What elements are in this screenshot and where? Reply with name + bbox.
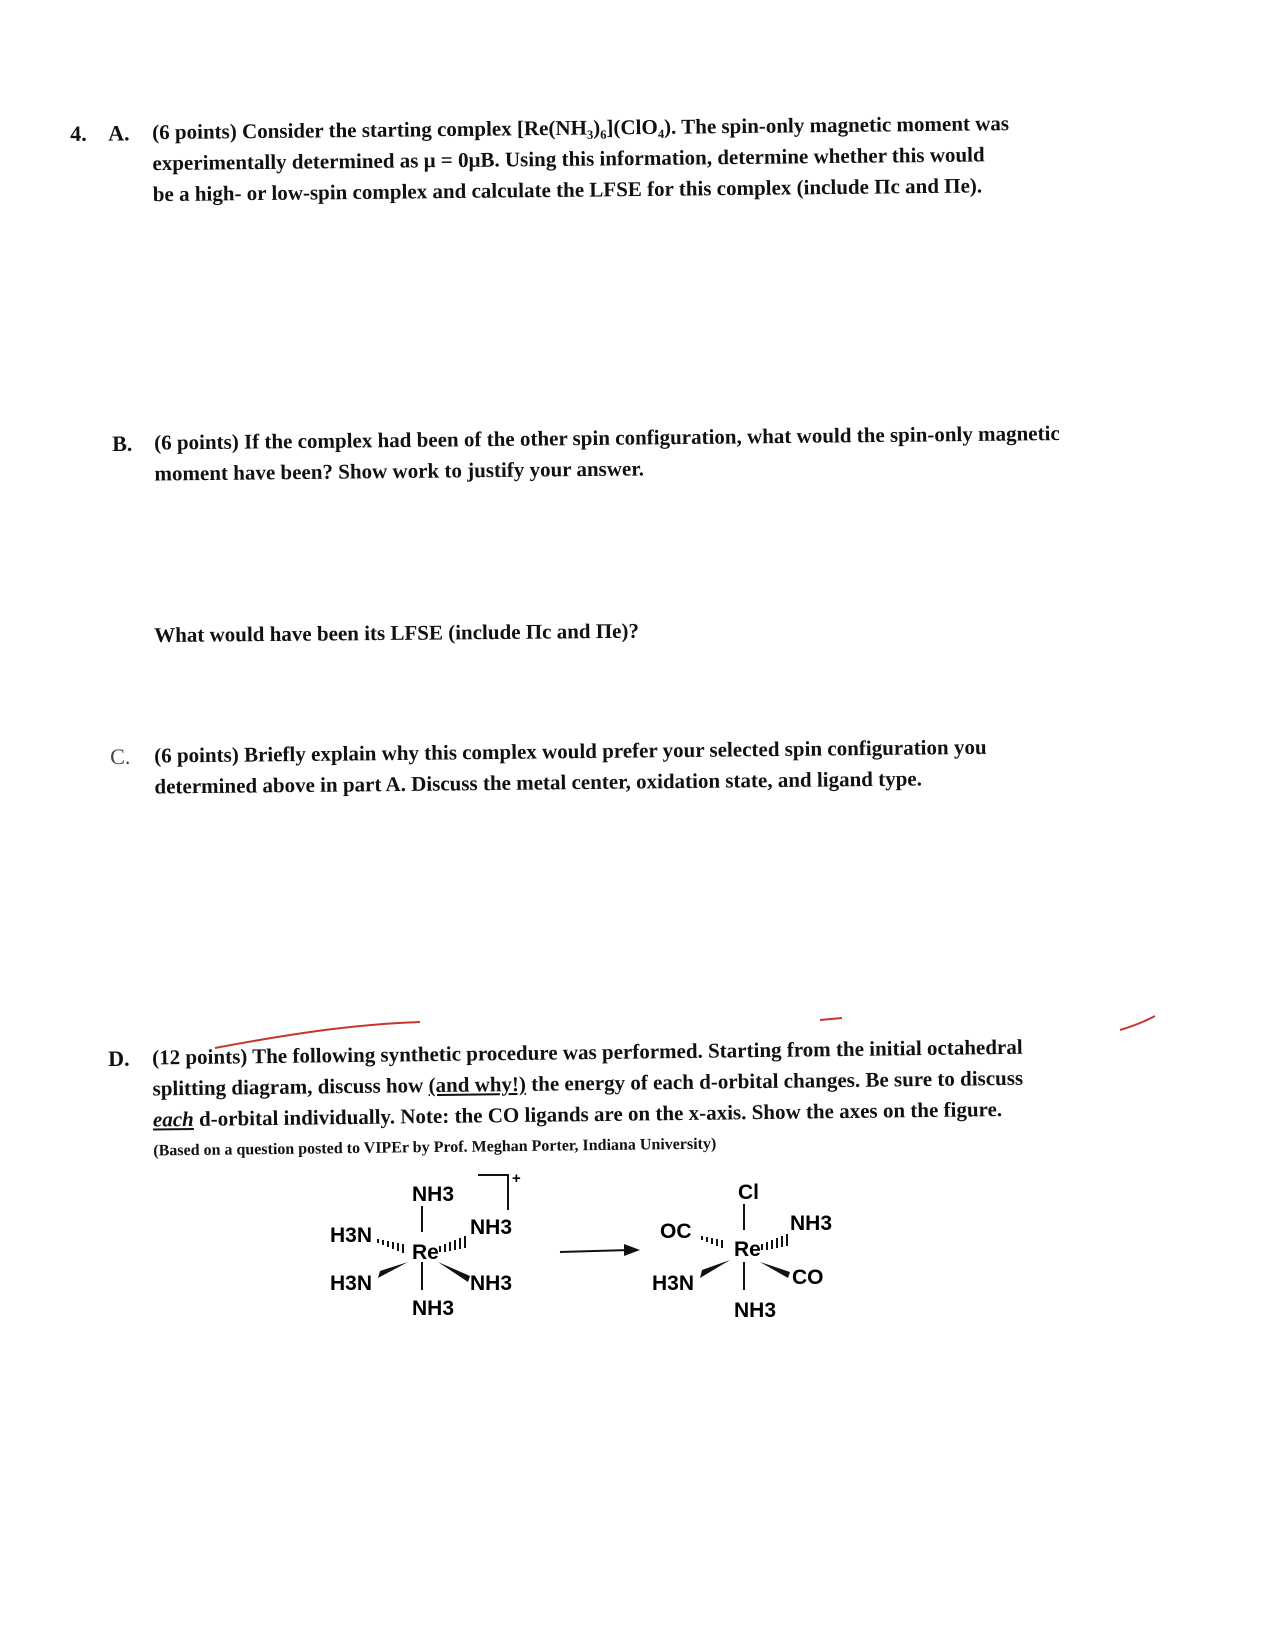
part-b-line-2: moment have been? Show work to justify your answer.	[154, 456, 645, 486]
reactant-top-ligand: NH3	[412, 1183, 455, 1206]
reaction-arrow	[560, 1244, 640, 1256]
part-a-line-1: (6 points) Consider the starting complex [Re(NH₃)₆](ClO₄). The spin-only magnetic moment was	[152, 111, 1010, 145]
part-c-line-1: (6 points) Briefly explain why this complex would prefer your selected spin configuration you	[154, 734, 987, 768]
reactant-lower-left-ligand: H3N	[330, 1272, 373, 1295]
part-c-label: C.	[110, 743, 131, 769]
part-d-line-1: (12 points) The following synthetic procedure was performed. Starting from the initial octahedral	[152, 1034, 1023, 1070]
source-note: (Based on a question posted to VIPEr by Prof. Meghan Porter, Indiana University)	[153, 1135, 717, 1160]
product-top-ligand: Cl	[738, 1181, 759, 1204]
reactant-metal: Re	[412, 1241, 439, 1264]
part-a-line-3: be a high- or low-spin complex and calculate the LFSE for this complex (include Πc and Πe).	[152, 173, 983, 207]
product-lower-left-ligand: H3N	[652, 1272, 695, 1295]
part-d-label: D.	[108, 1045, 130, 1071]
part-b-line-1: (6 points) If the complex had been of the other spin configuration, what would the spin-only magnetic	[154, 421, 1060, 455]
product-upper-right-ligand: NH3	[790, 1212, 833, 1235]
product-bottom-ligand: NH3	[734, 1299, 777, 1322]
part-c-line-2: determined above in part A. Discuss the metal center, oxidation state, and ligand type.	[154, 766, 923, 799]
part-a-label: A.	[108, 120, 130, 146]
part-d-line-3: each d-orbital individually. Note: the CO ligands are on the x-axis. Show the axes on the figure.	[152, 1097, 1003, 1132]
product-lower-right-ligand: CO	[792, 1266, 824, 1289]
product-metal: Re	[734, 1238, 761, 1261]
part-a-line-2: experimentally determined as μ = 0μB. Using this information, determine whether this would	[152, 142, 985, 176]
reactant-lower-right-ligand: NH3	[470, 1272, 513, 1295]
question-number: 4.	[70, 120, 87, 146]
reactant-upper-right-ligand: NH3	[470, 1216, 513, 1239]
product-complex	[652, 1181, 832, 1322]
reactant-upper-left-ligand: H3N	[330, 1224, 373, 1247]
reactant-charge: +	[512, 1170, 521, 1187]
part-d-line-2: splitting diagram, discuss how (and why!) the energy of each d-orbital changes. Be sure to discuss	[152, 1065, 1024, 1101]
product-upper-left-ligand: OC	[660, 1220, 692, 1243]
part-b-followup: What would have been its LFSE (include Πc and Πe)?	[154, 618, 640, 647]
part-b-label: B.	[112, 430, 133, 456]
reactant-complex	[330, 1170, 521, 1320]
reactant-bottom-ligand: NH3	[412, 1297, 455, 1320]
